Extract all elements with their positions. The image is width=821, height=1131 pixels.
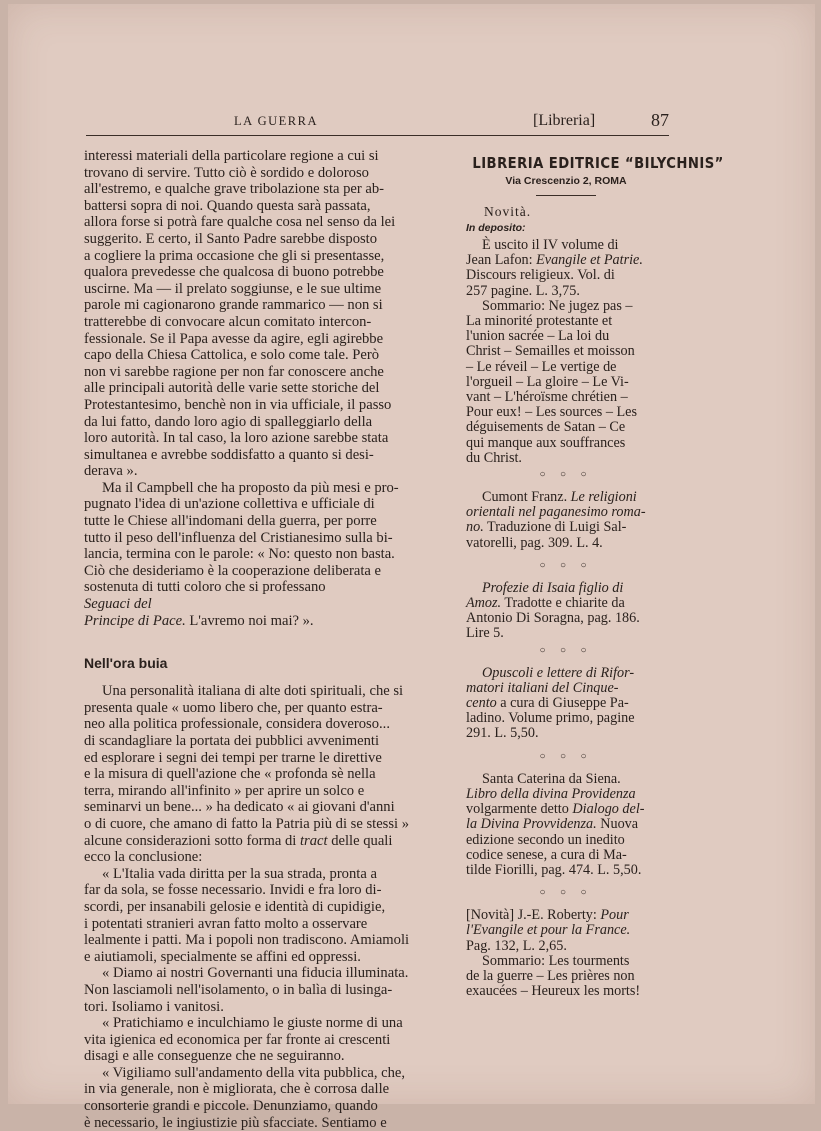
section-label: [Libreria]: [533, 112, 596, 129]
text-line: déguisements de Satan – Ce: [466, 419, 626, 436]
entry-isaia-title-a: Profezie di Isaia figlio di: [482, 579, 624, 596]
entry-roberty: [466, 908, 666, 954]
text-line: i potentati stranieri avran fatto molto a osservare: [84, 915, 368, 932]
entry-roberty-title-a: Pour: [600, 907, 629, 924]
text-line: alle principali autorità delle varie sette storiche del: [84, 380, 380, 397]
entry-cumont: [466, 490, 666, 551]
text-line: de la guerre – Les prières non: [466, 967, 635, 984]
paragraph-3-last: ecco la conclusione:: [84, 849, 203, 866]
text-line: Pour eux! – Les sources – Les: [466, 404, 637, 421]
text-line: Christ – Semailles et moisson: [466, 343, 635, 360]
entry-opuscoli: [466, 666, 666, 742]
entry-roberty-c: Pag. 132, L. 2,65.: [466, 937, 567, 954]
paragraph-2-italic: Seguaci del: [84, 596, 152, 613]
paragraph-6: [84, 1015, 454, 1065]
text-line: « L'Italia vada diritta per la sua strada, pronta a: [102, 865, 377, 882]
text-line: du Christ.: [466, 449, 522, 466]
text-line: interessi materiali della particolare regione a cui si: [84, 148, 379, 164]
text-line: a cogliere la prima occasione che gli si presentasse,: [84, 247, 385, 264]
entry-isaia-c: Antonio Di Soragna, pag. 186.: [466, 610, 640, 627]
entry-caterina-d: Nuova: [596, 816, 639, 833]
text-line: loro autorità. In tal caso, la loro azione sarebbe stata: [84, 430, 389, 447]
text-line: presenta quale « uomo libero che, per quanto estra-: [84, 699, 383, 716]
separator: ○ ○ ○: [539, 469, 593, 481]
entry-opuscoli-title-a: Opuscoli e lettere di Rifor-: [482, 664, 635, 681]
entry-opuscoli-title-b: matori italiani del Cinque-: [466, 679, 619, 696]
entry-cumont-title-a: Le religioni: [570, 489, 637, 506]
text-line: sostenuta di tutti coloro che si professano: [84, 579, 326, 596]
paragraph-2-lines: [84, 480, 399, 596]
entry-caterina-c: volgarmente detto: [466, 801, 573, 818]
paragraph-1: [84, 148, 454, 480]
text-line: seminarvi un bene... » ha dedicato « ai giovani d'anni: [84, 799, 395, 816]
entry-lafon: [466, 238, 666, 299]
text-line: all'estremo, e qualche grave tribolazione sta per ab-: [84, 181, 385, 198]
gap: [466, 551, 666, 557]
text-line: derava ».: [84, 463, 138, 480]
separator: ○ ○ ○: [539, 644, 593, 656]
text-line: tori. Isoliamo i vanitosi.: [84, 998, 224, 1015]
paragraph-4: [84, 866, 454, 966]
text-line: parole mi cagionarono grande rammarico — non si: [84, 297, 383, 314]
text-line: e aiutiamoli, specialmente se affini ed oppressi.: [84, 948, 361, 965]
text-line: di scandagliare la portata dei pubblici avvenimenti: [84, 733, 380, 749]
text-line: scordi, per insanabili gelosie e identità di cupidigie,: [84, 898, 386, 915]
entry-lafon-b: Jean Lafon:: [466, 252, 537, 269]
text-line: uscirne. Ma — il prelato soggiunse, e le sue ultime: [84, 280, 382, 297]
entry-cumont-d: vatorelli, pag. 309. L. 4.: [466, 534, 603, 551]
text-line: e la misura di quell'azione che « profonda sè nella: [84, 766, 376, 783]
entry-caterina-title-d: la Divina Provvidenza.: [466, 816, 597, 833]
text-line: qui manque aux souffrances: [466, 434, 626, 451]
entry-opuscoli-title-c: cento: [466, 695, 497, 712]
paragraph-5: [84, 965, 454, 1015]
entry-roberty-title-b: l'Evangile et pour la France.: [466, 922, 631, 939]
entry-caterina-g: tilde Fiorilli, pag. 474. L. 5,50.: [466, 861, 642, 878]
entry-isaia-b: Tradotte e chiarite da: [501, 595, 625, 612]
deposito-label: In deposito:: [466, 222, 526, 234]
paragraph-2-end: L'avremo noi mai? ».: [185, 612, 314, 629]
paragraph-2: [84, 480, 454, 629]
entry-cumont-title-b: orientali nel paganesimo roma-: [466, 504, 646, 521]
entry-isaia-d: Lire 5.: [466, 625, 504, 642]
entry-cumont-a: Cumont Franz.: [482, 489, 571, 506]
text-line: fessionale. Se il Papa avesse da agire, egli agirebbe: [84, 330, 384, 347]
text-line: neo alla politica professionale, considera doveroso...: [84, 716, 390, 733]
section-heading: Nell'ora buia: [84, 655, 168, 672]
text-line: è necessario, le ingiustizie più sfacciate. Sentiamo e: [84, 1114, 387, 1131]
text-line: Una personalità italiana di alte doti spirituali, che si: [102, 683, 404, 700]
text-line: Non lasciamoli nell'isolamento, o in balìa di lusinga-: [84, 981, 393, 998]
text-line: lancia, termina con le parole: « No: questo non basta.: [84, 546, 395, 563]
entry-isaia-title-b: Amoz.: [466, 595, 502, 612]
paragraph-7: [84, 1065, 454, 1131]
separator: ○ ○ ○: [539, 559, 593, 571]
text-line: in via generale, non è migliorata, che è corrosa dalle: [84, 1081, 390, 1098]
entry-roberty-sommario: [466, 954, 666, 1000]
text-line: tratterebbe di convocare alcun comitato intercon-: [84, 313, 372, 330]
entry-caterina-a: Santa Caterina da Siena.: [482, 770, 621, 787]
paragraph-3-lines: [84, 683, 409, 832]
entry-caterina: [466, 772, 666, 878]
text-line: l'orgueil – La gloire – Le Vi-: [466, 373, 629, 390]
entry-caterina-title-b: Libro della divina Providenza: [466, 785, 636, 802]
text-line: Sommario: Ne jugez pas –: [482, 297, 633, 314]
text-line: battersi sopra di noi. Quando questa sarà passata,: [84, 197, 371, 214]
paragraph-3: [84, 683, 454, 866]
entry-opuscoli-e: 291. L. 5,50.: [466, 725, 539, 742]
gap: [466, 742, 666, 748]
paragraph-3-pre: alcune considerazioni sotto forma di: [84, 832, 300, 849]
entry-cumont-title-c: no.: [466, 519, 484, 536]
text-line: simultanea e avrebbe soddisfatto a quanto si desi-: [84, 446, 374, 463]
text-line: consorterie grandi e piccole. Denunziamo, quando: [84, 1098, 378, 1115]
text-line: trovano di servire. Tutto ciò è sordido e doloroso: [84, 164, 369, 181]
text-line: « Diamo ai nostri Governanti una fiducia illuminata.: [102, 965, 409, 982]
entry-lafon-sommario: [466, 299, 666, 466]
entry-caterina-title-c: Dialogo del-: [572, 801, 645, 818]
text-line: o di cuore, che amano di fatto la Patria più di se stessi »: [84, 815, 410, 832]
text-line: ed esplorare i segni dei tempi per trarne le direttive: [84, 749, 382, 766]
text-line: tutte le Chiese all'indomani della guerra, per porre: [84, 513, 377, 530]
entry-caterina-f: codice senese, a cura di Ma-: [466, 846, 627, 863]
text-line: vita igienica ed economica per far fronte ai crescenti: [84, 1031, 391, 1048]
text-line: allora forse si potrà fare qualche cosa nel senso da lei: [84, 214, 396, 231]
text-line: Protestantesimo, benchè non in via ufficiale, il passo: [84, 396, 392, 413]
text-line: pugnato l'idea di un'azione collettiva e ufficiale di: [84, 496, 375, 513]
separator: ○ ○ ○: [539, 750, 593, 762]
entry-opuscoli-d: ladino. Volume primo, pagine: [466, 710, 635, 727]
text-line: « Pratichiamo e inculchiamo le giuste norme di una: [102, 1015, 403, 1032]
separator: ○ ○ ○: [539, 887, 593, 899]
text-line: 257 pagine. L. 3,75.: [466, 282, 580, 299]
entry-roberty-a: [Novità] J.-E. Roberty:: [466, 907, 601, 924]
paragraph-3-post: delle quali: [327, 832, 393, 849]
text-line: terra, mirando all'infinito » per aprire un solco e: [84, 782, 365, 799]
publisher-address: Via Crescenzio 2, ROMA: [505, 175, 627, 187]
text-line: La minorité protestante et: [466, 313, 613, 330]
entry-lafon-title: Evangile et Patrie.: [536, 252, 643, 269]
text-line: Discours religieux. Vol. di: [466, 267, 615, 284]
text-line: non vi sarebbe ragione per non far conoscere anche: [84, 363, 384, 380]
text-line: disagi e alle conseguenze che ne seguiranno.: [84, 1048, 345, 1065]
text-line: far da sola, se fosse necessario. Invidi e fra loro di-: [84, 882, 382, 899]
novita-label: Novità.: [484, 204, 532, 219]
entry-opuscoli-c: a cura di Giuseppe Pa-: [496, 695, 629, 712]
paragraph-3-italic: tract: [300, 832, 328, 849]
text-line: l'union sacrée – La loi du: [466, 328, 610, 345]
text-line: Sommario: Les tourments: [482, 952, 630, 969]
paragraph-2-italic-end: Principe di Pace.: [84, 612, 186, 629]
entry-cumont-c: Traduzione di Luigi Sal-: [483, 519, 627, 536]
text-line: « Vigiliamo sull'andamento della vita pubblica, che,: [102, 1064, 406, 1081]
text-line: capo della Chiesa Cattolica, e solo come tale. Però: [84, 347, 380, 364]
text-line: qualora prevedesse che qualcosa di buono potrebbe: [84, 264, 384, 281]
left-column: [84, 148, 454, 1131]
entry-isaia: [466, 581, 666, 642]
text-line: Ciò che desideriamo è la cooperazione deliberata e: [84, 562, 381, 579]
text-line: – Le réveil – Le vertige de: [466, 358, 617, 375]
text-line: da lui fatto, dando loro agio di spalleggiarlo della: [84, 413, 373, 430]
text-line: Ma il Campbell che ha proposto da più mesi e pro-: [102, 479, 399, 496]
text-line: tutto il peso dell'influenza del Cristianesimo sulla bi-: [84, 529, 393, 546]
page-number: 87: [651, 110, 669, 130]
running-head: LA GUERRA: [234, 114, 318, 128]
gap: [466, 878, 666, 884]
entry-caterina-e: edizione secondo un inedito: [466, 831, 625, 848]
short-rule: [536, 195, 596, 196]
page-header: [226, 110, 669, 138]
publisher-name: LIBRERIA EDITRICE “BILYCHNIS”: [472, 154, 724, 172]
right-column: [466, 148, 724, 1000]
text-line: lealmente i patti. Ma i popoli non tradiscono. Amiamoli: [84, 932, 410, 949]
text-line: exaucées – Heureux les morts!: [466, 983, 641, 1000]
text-line: vant – L'héroïsme chrétien –: [466, 389, 628, 406]
entry-lafon-c: [466, 267, 615, 298]
entry-lafon-a: È uscito il IV volume di: [482, 237, 619, 253]
header-rule: [86, 135, 669, 136]
text-line: suggerito. E certo, il Santo Padre sarebbe disposto: [84, 230, 378, 247]
